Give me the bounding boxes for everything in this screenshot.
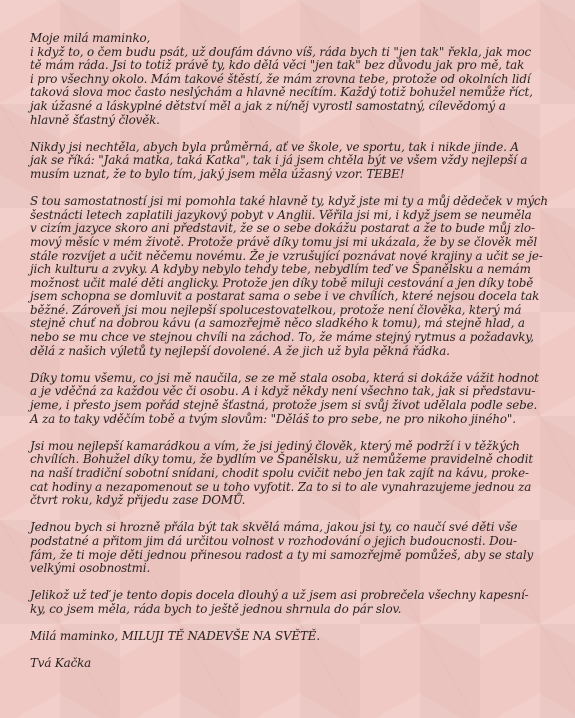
letter-line: Milá maminko, MILUJI TĚ NADEVŠE NA SVĚTĚ. — [30, 629, 320, 644]
letter-line: fám, že ti moje děti jednou přinesou radost a ty mi samozřejmě pomůžeš, aby se staly — [30, 547, 534, 562]
letter-paragraph — [30, 372, 550, 426]
letter-line: jsem schopna se domluvit a postarat sama o sebe i ve chvílích, které nejsou docela tak — [30, 289, 540, 304]
letter-paragraph — [30, 195, 550, 358]
letter-line: jich kulturu a zvyky. A kdyby nebylo tehdy tebe, nebydlím teď ve Španělsku a nemám — [30, 262, 531, 277]
letter-line: běžné. Zároveň jsi mou nejlepší spolucestovatelkou, protože není člověka, který má — [30, 302, 522, 317]
letter-line: jak se říká: "Jaká matka, taká Katka", tak i já jsem chtěla být ve všem vždy nejlepší a — [30, 153, 528, 168]
letter-line: A za to taky vděčím tobě a tvým slovům: "Děláš to pro sebe, ne pro nikoho jiného". — [30, 411, 516, 426]
letter-line: Nikdy jsi nechtěla, abych byla průměrná, ať ve škole, ve sportu, tak i nikde jinde. A — [30, 139, 519, 154]
letter-line: stále rozvíjet a učit něčemu novému. Že je vzrušující poznávat nové krajiny a učit se je- — [30, 248, 543, 263]
letter-line: šestnácti letech zaplatili jazykový pobyt v Anglii. Věřila jsi mi, i když jsem se neuměla — [30, 207, 532, 222]
letter-paragraph — [30, 440, 550, 508]
letter-line: velkými osobnostmi. — [30, 561, 151, 576]
letter-line: podstatné a přitom jim dá určitou volnost v rozhodování o jejich budoucnosti. Dou- — [30, 533, 517, 548]
letter-line: a je vděčná za každou věc či osobu. A i když někdy není všechno tak, jak si představu- — [30, 384, 536, 399]
letter-line: jeme, i přesto jsem pořád stejně šťastná, protože jsem si svůj život udělala podle sebe. — [30, 398, 538, 413]
letter-line: čtvrt roku, když přijedu zase DOMŮ. — [30, 493, 246, 508]
letter-line: chvílích. Bohužel díky tomu, že bydlím ve Španělsku, už nemůžeme pravidelně chodit — [30, 452, 533, 467]
letter-line: S tou samostatností jsi mi pomohla také hlavně ty, když jste mi ty a můj dědeček v mých — [30, 194, 548, 209]
letter-body — [30, 32, 550, 671]
letter-line: dělá z našich výletů ty nejlepší dovolené. A že jich už byla pěkná řádka. — [30, 343, 450, 358]
letter-line: ky, co jsem měla, ráda bych to ještě jednou shrnula do pár slov. — [30, 601, 402, 616]
letter-paragraph — [30, 141, 550, 182]
letter-line: musím uznat, že to bylo tím, jaký jsem měla úžasný vzor. TEBE! — [30, 166, 405, 181]
letter-line: stejně chuť na dobrou kávu (a samozřejmě něco sladkého k tomu), má stejně hlad, a — [30, 316, 525, 331]
letter-line: hlavně šťastný člověk. — [30, 112, 160, 127]
letter-line: i pro všechny okolo. Mám takové štěstí, že mám zrovna tebe, protože od okolních lidí — [30, 71, 531, 86]
letter-signature: Tvá Kačka — [30, 656, 92, 671]
letter-line: mový měsíc v mém životě. Protože právě díky tomu jsi mi ukázala, že by se člověk měl — [30, 234, 538, 249]
letter-paragraph — [30, 521, 550, 575]
letter-line: i když to, o čem budu psát, už doufám dávno víš, ráda bych ti "jen tak" řekla, jak moc — [30, 44, 532, 59]
letter-paragraph — [30, 630, 550, 644]
letter-line: taková slova moc často neslýchám a hlavně necítím. Každý totiž bohužel nemůže říct, — [30, 85, 533, 100]
letter-line: v cizím jazyce skoro ani představit, že se o sebe dokážu postarat a že to bude můj zlo- — [30, 221, 535, 236]
letter-paragraphs — [30, 32, 550, 644]
letter-line: nebo se mu chce ve stejnou chvíli na záchod. To, že máme stejný rytmus a požadavky, — [30, 330, 534, 345]
letter-line: možnost učit malé děti anglicky. Protože jen díky tobě miluji cestování a jen díky tobě — [30, 275, 534, 290]
letter-line: jak úžasné a láskyplné dětství měl a jak z ní/něj vyrostl samostatný, cílevědomý a — [30, 98, 506, 113]
letter-paragraph — [30, 32, 550, 127]
letter-line: tě mám ráda. Jsi to totiž právě ty, kdo dělá věci "jen tak" bez důvodu jak pro mě, tak — [30, 58, 525, 73]
letter-line: Moje milá maminko, — [30, 31, 151, 45]
letter-paragraph — [30, 589, 550, 616]
letter-line: Jelikož už teď je tento dopis docela dlouhý a už jsem asi probrečela všechny kapesní- — [30, 588, 529, 603]
letter-line: Jsi mou nejlepší kamarádkou a vím, že jsi jediný člověk, který mě podrží i v těžkých — [30, 438, 520, 453]
letter-line: cat hodiny a nezapomenout se u toho vyfotit. Za to si to ale vynahrazujeme jednou za — [30, 479, 532, 494]
letter-line: Díky tomu všemu, co jsi mě naučila, se ze mě stala osoba, která si dokáže vážit hodnot — [30, 370, 539, 385]
letter-line: na naší tradiční sobotní snídani, chodit spolu cvičit nebo jen tak zajít na kávu, proke- — [30, 466, 529, 480]
letter-line: Jednou bych si hrozně přála být tak skvělá máma, jakou jsi ty, co naučí své děti vše — [30, 520, 518, 535]
